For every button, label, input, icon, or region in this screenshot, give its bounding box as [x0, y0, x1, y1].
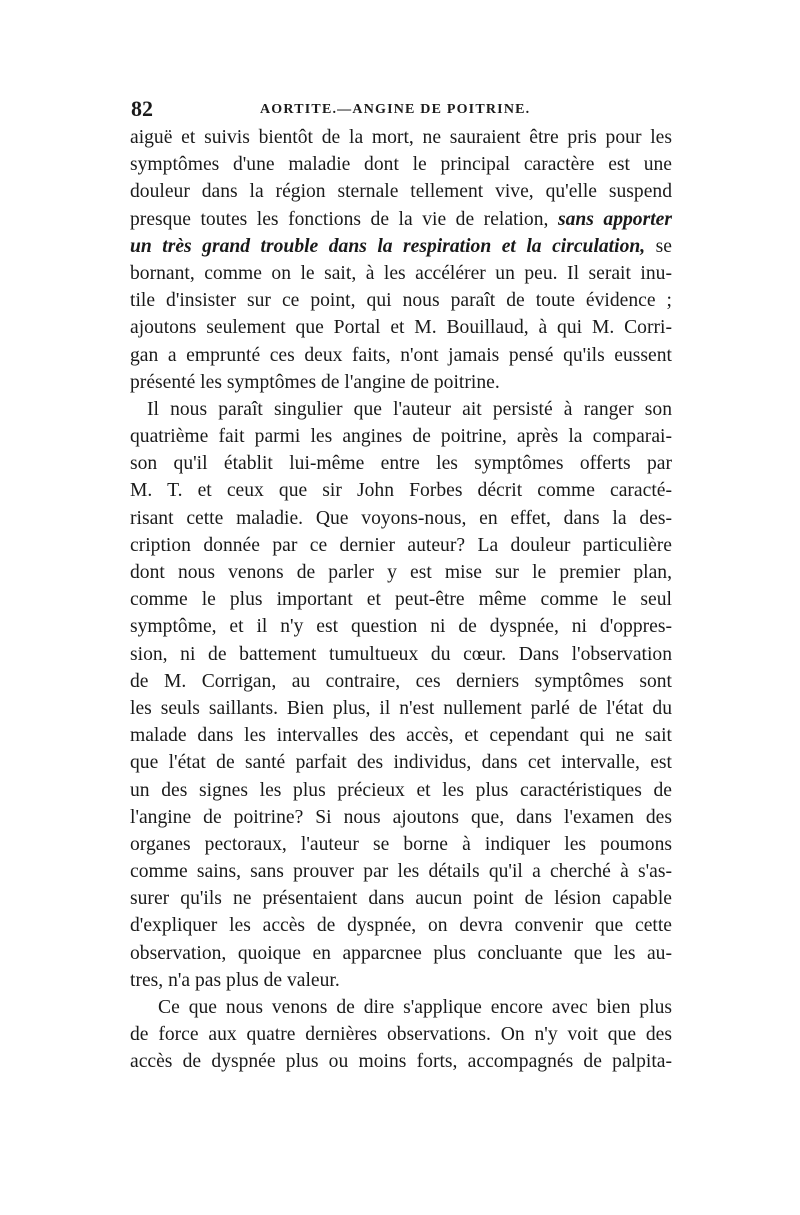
emphasis-text: sans apporter — [557, 208, 672, 230]
text-line — [130, 233, 672, 260]
running-head: AORTITE.—ANGINE DE POITRINE. — [260, 102, 531, 117]
text-line: surer qu'ils ne présentaient dans aucun point de lésion capable — [130, 888, 672, 910]
text-line: symptôme, et il n'y est question ni de dyspnée, ni d'oppres- — [130, 616, 672, 638]
text-line: cription donnée par ce dernier auteur? La douleur particulière — [130, 534, 672, 556]
text-line: de force aux quatre dernières observations. On n'y voit que des — [130, 1024, 672, 1046]
text-line: aiguë et suivis bientôt de la mort, ne sauraient être pris pour les — [130, 127, 672, 148]
text-segment: presque toutes les fonctions de la vie de relation, — [130, 208, 549, 230]
page-header — [131, 96, 671, 122]
page-number: 82 — [131, 96, 153, 121]
emphasis-text: un très grand trouble dans la respiration et la circulation, — [130, 235, 646, 257]
text-line: tile d'insister sur ce point, qui nous paraît de toute évidence ; — [130, 290, 672, 312]
text-line: présenté les symptômes de l'angine de poitrine. — [130, 371, 500, 393]
text-line: dont nous venons de parler y est mise sur le premier plan, — [130, 562, 672, 583]
text-line — [130, 206, 672, 233]
paragraph-start-line: Ce que nous venons de dire s'applique encore avec bien plus — [158, 997, 672, 1018]
text-line: observation, quoique en apparcnee plus concluante que les au- — [130, 942, 672, 964]
text-line: douleur dans la région sternale tellement vive, qu'elle suspend — [130, 181, 672, 203]
body-text — [130, 124, 672, 1076]
text-line: quatrième fait parmi les angines de poitrine, après la comparai- — [130, 426, 672, 448]
text-line: son qu'il établit lui-même entre les symptômes offerts par — [130, 453, 672, 475]
paragraph-start-line: Il nous paraît singulier que l'auteur ait persisté à ranger son — [147, 398, 672, 420]
text-line: accès de dyspnée plus ou moins forts, accompagnés de palpita- — [130, 1051, 672, 1073]
text-line: les seuls saillants. Bien plus, il n'est nullement parlé de l'état du — [130, 697, 672, 719]
text-line: un des signes les plus précieux et les plus caractéristiques de — [130, 779, 672, 801]
text-line: d'expliquer les accès de dyspnée, on devra convenir que cette — [130, 915, 672, 937]
text-line: tres, n'a pas plus de valeur. — [130, 969, 340, 991]
text-line: l'angine de poitrine? Si nous ajoutons que, dans l'examen des — [130, 806, 672, 828]
text-segment: se — [645, 235, 672, 257]
text-line: risant cette maladie. Que voyons-nous, en effet, dans la des- — [130, 507, 672, 529]
text-line: ajoutons seulement que Portal et M. Bouillaud, à qui M. Corri- — [130, 317, 672, 339]
text-line: comme le plus important et peut-être même comme le seul — [130, 589, 672, 611]
text-line: sion, ni de battement tumultueux du cœur. Dans l'observation — [130, 643, 672, 665]
text-line: M. T. et ceux que sir John Forbes décrit comme caracté- — [130, 480, 672, 502]
text-line: de M. Corrigan, au contraire, ces derniers symptômes sont — [130, 670, 672, 692]
text-line: bornant, comme on le sait, à les accélérer un peu. Il serait inu- — [130, 262, 672, 284]
text-line: malade dans les intervalles des accès, et cependant qui ne sait — [130, 725, 672, 747]
text-line: symptômes d'une maladie dont le principal caractère est une — [130, 154, 672, 176]
text-line: que l'état de santé parfait des individus, dans cet intervalle, est — [130, 752, 672, 774]
text-line: comme sains, sans prouver par les détails qu'il a cherché à s'as- — [130, 861, 672, 883]
text-line: organes pectoraux, l'auteur se borne à indiquer les poumons — [130, 833, 672, 855]
text-line: gan a emprunté ces deux faits, n'ont jamais pensé qu'ils eussent — [130, 344, 672, 366]
